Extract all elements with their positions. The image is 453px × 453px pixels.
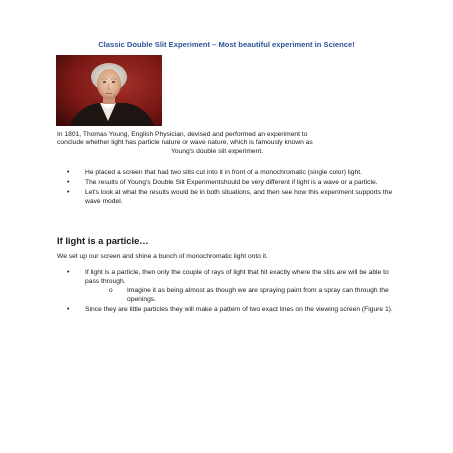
- list-item-text: The results of Young's Double Slit Experimentshould be very different if light is a wave or a particle.: [85, 179, 378, 186]
- bullet-marker: •: [67, 269, 70, 276]
- list-item-text: Since they are little particles they will make a pattern of two exact lines on the viewing screen (Figure 1).: [85, 306, 393, 313]
- bullet-marker: •: [67, 189, 70, 196]
- intro-line-2: conclude whether light has particle nature or wave nature, which is famously known as: [57, 139, 313, 147]
- list-item-text: He placed a screen that had two slits cut into it in front of a monochromatic (single color) light.: [85, 169, 362, 176]
- thomas-young-portrait: [56, 55, 162, 126]
- list-item-text: Let's look at what the results would be in both situations, and then see how this experiment supports the wave model.: [85, 189, 393, 205]
- sub-bullet-marker: o: [109, 287, 113, 294]
- list-item: [67, 305, 399, 314]
- intro-paragraph: [57, 131, 377, 156]
- particle-bullet-list: [67, 268, 399, 315]
- section-heading: If light is a particle…: [57, 235, 149, 246]
- list-item: [67, 168, 397, 177]
- page-title: Classic Double Slit Experiment – Most beautiful experiment in Science!: [98, 40, 355, 49]
- intro-line-3: Young's double slit experiment.: [170, 147, 264, 155]
- sub-list-item: [109, 286, 399, 304]
- bullet-marker: •: [67, 306, 70, 313]
- bullet-marker: •: [67, 179, 70, 186]
- list-item-text: If light is a particle, then only the couple of rays of light that hit exactly where the slits are will be able to pass through.: [85, 269, 389, 285]
- section-paragraph: We set up our screen and shine a bunch of monochromatic light onto it.: [57, 253, 269, 260]
- sub-list-item-text: Imagine it as being almost as though we are spraying paint from a spray can through the openings.: [127, 287, 389, 303]
- sub-bullet-list: [85, 286, 399, 304]
- bullet-marker: •: [67, 169, 70, 176]
- list-item: [67, 268, 399, 304]
- list-item: [67, 188, 397, 206]
- experiment-bullet-list: [67, 168, 397, 207]
- intro-line-1: In 1801, Thomas Young, English Physician, devised and performed an experiment to: [57, 131, 308, 138]
- list-item: [67, 178, 397, 187]
